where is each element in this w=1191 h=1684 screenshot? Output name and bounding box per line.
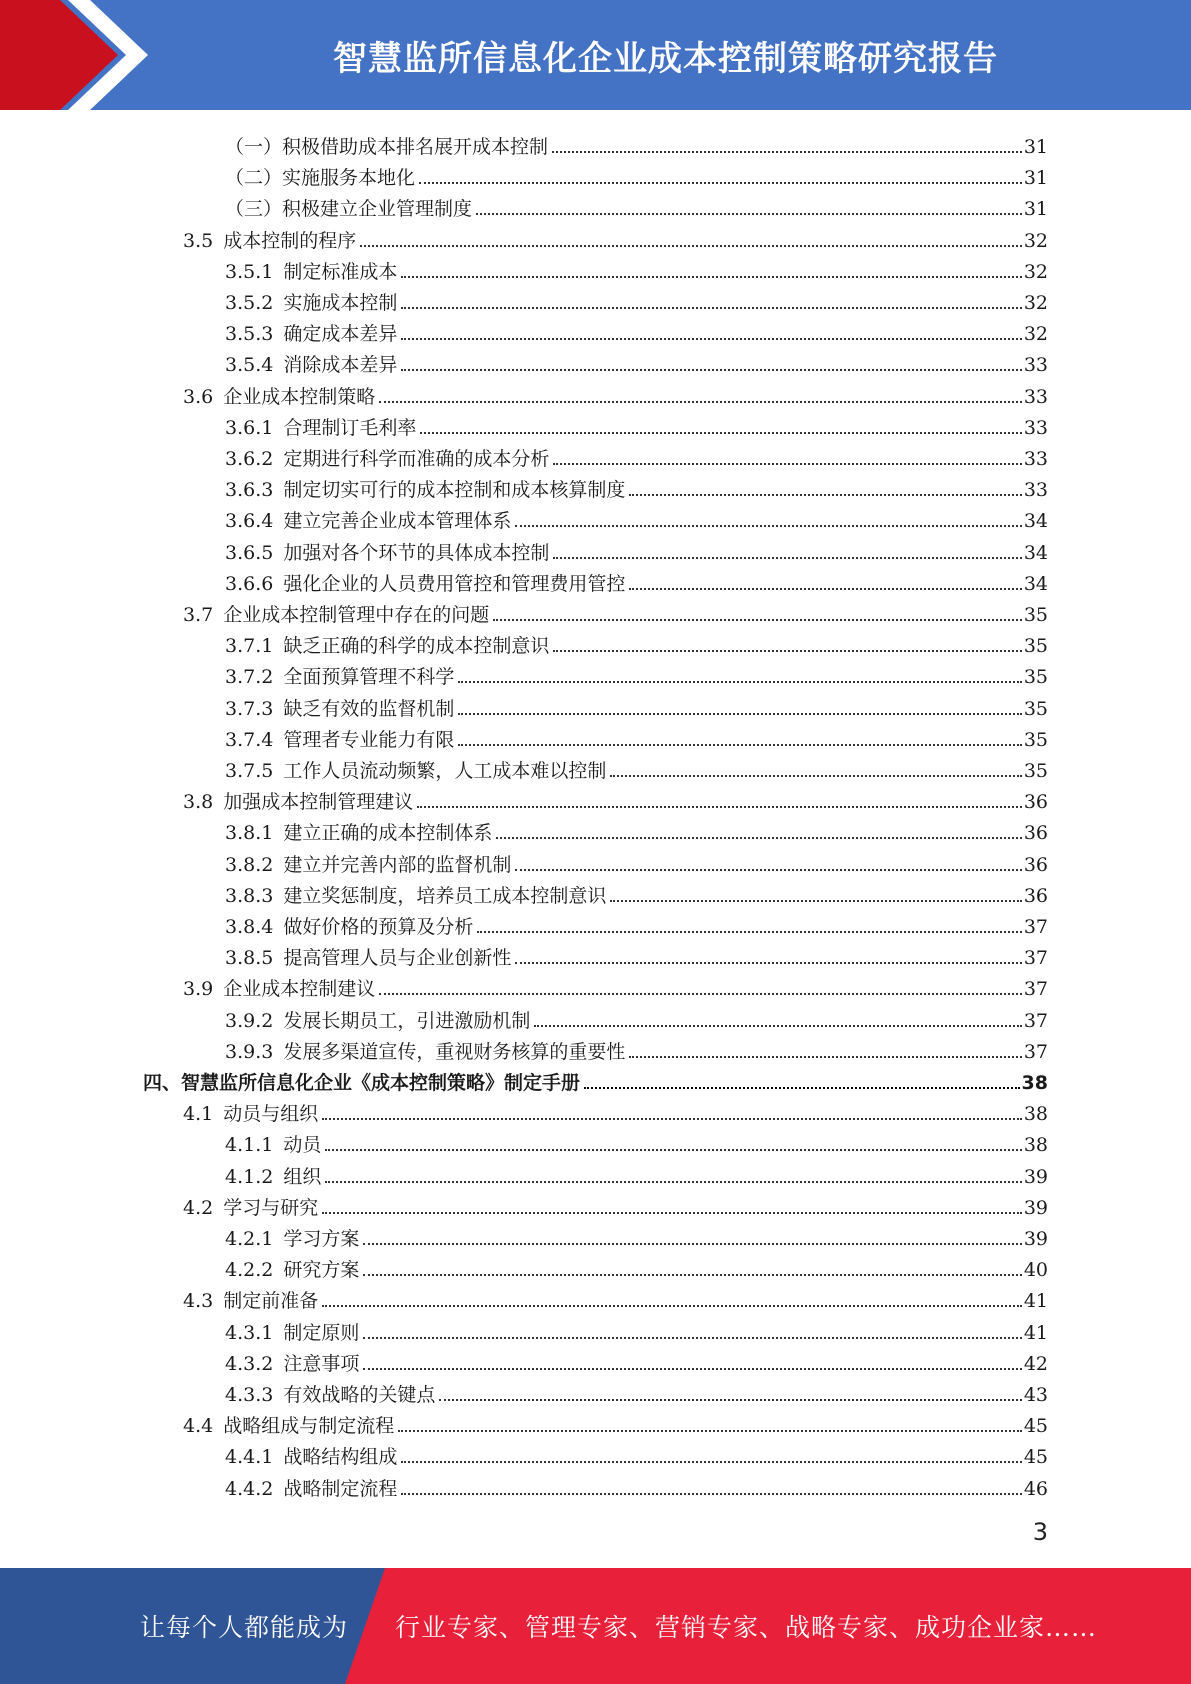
- toc-entry-page: 36: [1023, 884, 1048, 907]
- toc-entry[interactable]: [225, 690, 1048, 721]
- toc-entry-title: 发展长期员工，引进激励机制: [283, 1009, 531, 1032]
- toc-entry-page: 41: [1023, 1290, 1048, 1313]
- toc-entry-title: 动员: [283, 1134, 322, 1157]
- toc-entry-title: 制定前准备: [223, 1290, 319, 1313]
- toc-entry[interactable]: [225, 1002, 1048, 1033]
- toc-entry-number: 4.2.2: [225, 1259, 274, 1282]
- toc-dot-leader: [401, 307, 1021, 309]
- toc-entry-page: 45: [1023, 1446, 1048, 1469]
- toc-dot-leader: [363, 1337, 1021, 1339]
- toc-entry-number: 3.8: [183, 791, 214, 814]
- toc-entry[interactable]: [183, 378, 1048, 409]
- toc-entry-page: 32: [1023, 292, 1048, 314]
- toc-dot-leader: [477, 931, 1021, 933]
- toc-dot-leader: [553, 557, 1021, 559]
- toc-entry-number: 4.4.1: [225, 1446, 274, 1469]
- toc-entry-number: 3.8.2: [225, 853, 274, 876]
- toc-entry[interactable]: [225, 1126, 1048, 1157]
- toc-entry-title: 做好价格的预算及分析: [283, 916, 474, 938]
- toc-entry-number: 3.7.1: [225, 635, 274, 658]
- toc-entry-title: 四、智慧监所信息化企业《成本控制策略》制定手册: [143, 1072, 581, 1094]
- toc-entry-page: 39: [1023, 1165, 1048, 1188]
- toc-entry-page: 33: [1023, 416, 1048, 439]
- toc-dot-leader: [419, 182, 1022, 184]
- toc-entry-page: 42: [1023, 1352, 1048, 1375]
- toc-entry-title: 提高管理人员与企业创新性: [283, 947, 512, 970]
- toc-entry-title: 缺乏有效的监督机制: [283, 697, 455, 720]
- toc-entry-number: 3.5.3: [225, 323, 274, 346]
- toc-entry-number: 4.2.1: [225, 1228, 274, 1250]
- toc-entry-title: 战略结构组成: [283, 1446, 398, 1469]
- toc-entry-number: 4.3: [183, 1290, 214, 1313]
- toc-entry-page: 31: [1023, 136, 1048, 158]
- toc-dot-leader: [553, 463, 1021, 465]
- toc-entry-page: 40: [1023, 1259, 1048, 1282]
- toc-entry-number: 3.8.5: [225, 947, 274, 970]
- toc-dot-leader: [322, 1305, 1022, 1307]
- toc-entry-title: 全面预算管理不科学: [283, 666, 455, 689]
- toc-entry[interactable]: [183, 783, 1048, 814]
- toc-dot-leader: [360, 245, 1022, 247]
- toc-entry-title: 研究方案: [283, 1259, 360, 1282]
- toc-entry-page: 35: [1023, 760, 1048, 782]
- toc-dot-leader: [363, 1368, 1021, 1370]
- toc-dot-leader: [458, 713, 1021, 715]
- toc-entry-page: 32: [1023, 323, 1048, 346]
- toc-entry-page: 37: [1023, 1040, 1048, 1063]
- toc-entry-page: 33: [1023, 385, 1048, 408]
- toc-entry-title: 企业成本控制建议: [223, 978, 376, 1001]
- toc-dot-leader: [629, 1056, 1021, 1058]
- toc-entry-number: 4.3.2: [225, 1352, 274, 1375]
- toc-entry-page: 37: [1023, 1009, 1048, 1032]
- page-number: 3: [1032, 1518, 1048, 1546]
- toc-entry-page: 38: [1023, 1134, 1048, 1157]
- toc-entry[interactable]: [225, 159, 1048, 190]
- toc-entry-number: 3.6: [183, 385, 214, 408]
- toc-entry-number: 3.9.3: [225, 1040, 274, 1063]
- toc-dot-leader: [458, 681, 1021, 683]
- page-footer: [0, 1568, 1191, 1684]
- toc-entry-title: 建立并完善内部的监督机制: [283, 853, 512, 876]
- toc-entry-title: 有效战略的关键点: [283, 1384, 436, 1406]
- toc-entry-page: 37: [1023, 947, 1048, 970]
- toc-entry[interactable]: [225, 1314, 1048, 1345]
- toc-entry-number: 3.5.2: [225, 292, 274, 314]
- toc-entry-title: （二）实施服务本地化: [225, 167, 416, 190]
- toc-dot-leader: [322, 1118, 1022, 1120]
- toc-entry-number: 3.9: [183, 978, 214, 1001]
- toc-dot-leader: [401, 1493, 1021, 1495]
- toc-dot-leader: [496, 837, 1021, 839]
- toc-entry-title: 合理制订毛利率: [283, 416, 417, 439]
- toc-dot-leader: [534, 1025, 1021, 1027]
- toc-entry-page: 46: [1023, 1477, 1048, 1500]
- toc-entry-page: 34: [1023, 572, 1048, 595]
- toc-entry-number: 3.5.4: [225, 354, 274, 377]
- toc-entry-title: 学习与研究: [223, 1196, 319, 1219]
- toc-entry-number: 3.7.3: [225, 697, 274, 720]
- toc-entry-title: 战略制定流程: [283, 1477, 398, 1500]
- toc-entry-number: 4.4.2: [225, 1477, 274, 1500]
- toc-entry[interactable]: [225, 346, 1048, 377]
- toc-dot-leader: [476, 213, 1022, 215]
- toc-dot-leader: [629, 494, 1021, 496]
- toc-entry-title: 工作人员流动频繁，人工成本难以控制: [283, 760, 607, 782]
- toc-entry-title: 制定切实可行的成本控制和成本核算制度: [283, 479, 626, 502]
- toc-dot-leader: [493, 619, 1022, 621]
- toc-entry-title: 制定原则: [283, 1321, 360, 1344]
- toc-entry-title: 管理者专业能力有限: [283, 728, 455, 751]
- toc-entry-number: 3.6.3: [225, 479, 274, 502]
- toc-entry-page: 36: [1023, 791, 1048, 814]
- toc-entry-page: 35: [1023, 728, 1048, 751]
- toc-entry[interactable]: [225, 409, 1048, 440]
- toc-entry-page: 45: [1023, 1415, 1048, 1438]
- toc-entry[interactable]: [225, 253, 1048, 284]
- toc-entry[interactable]: [143, 1064, 1048, 1095]
- toc-entry[interactable]: [225, 440, 1048, 471]
- toc-entry-number: 4.1.1: [225, 1134, 274, 1157]
- toc-entry-number: 4.3.1: [225, 1321, 274, 1344]
- toc-entry-page: 37: [1023, 978, 1048, 1001]
- toc-entry[interactable]: [225, 315, 1048, 346]
- toc-entry-page: 31: [1023, 198, 1048, 221]
- toc-entry-title: 战略组成与制定流程: [223, 1415, 395, 1438]
- toc-entry[interactable]: [225, 846, 1048, 877]
- toc-entry-page: 31: [1023, 167, 1048, 190]
- toc-dot-leader: [401, 369, 1021, 371]
- footer-slogan-left: 让每个人都能成为: [140, 1613, 349, 1642]
- toc-dot-leader: [584, 1087, 1020, 1089]
- toc-entry-page: 39: [1023, 1228, 1048, 1250]
- toc-entry[interactable]: [225, 190, 1048, 221]
- document-title: 智慧监所信息化企业成本控制策略研究报告: [333, 38, 998, 79]
- toc-entry-page: 35: [1023, 604, 1048, 626]
- toc-entry-number: 4.1: [183, 1103, 214, 1126]
- toc-entry[interactable]: [183, 1189, 1048, 1220]
- toc-entry[interactable]: [225, 502, 1048, 533]
- toc-entry-page: 35: [1023, 635, 1048, 658]
- toc-entry-title: 组织: [283, 1165, 322, 1188]
- toc-entry[interactable]: [183, 596, 1048, 627]
- toc-entry-page: 34: [1023, 510, 1048, 533]
- toc-entry[interactable]: [183, 1282, 1048, 1313]
- toc-entry-number: 3.5: [183, 229, 214, 252]
- toc-entry-page: 41: [1023, 1321, 1048, 1344]
- toc-entry-title: 企业成本控制管理中存在的问题: [223, 604, 490, 626]
- toc-entry-page: 36: [1023, 853, 1048, 876]
- toc-entry-number: 3.8.1: [225, 822, 274, 845]
- toc-entry-number: 3.6.2: [225, 448, 274, 470]
- toc-dot-leader: [420, 432, 1021, 434]
- toc-entry-page: 34: [1023, 541, 1048, 564]
- toc-dot-leader: [515, 869, 1021, 871]
- toc-dot-leader: [401, 338, 1021, 340]
- toc-dot-leader: [379, 993, 1022, 995]
- toc-dot-leader: [515, 962, 1021, 964]
- toc-entry-title: 建立正确的成本控制体系: [283, 822, 493, 845]
- toc-dot-leader: [363, 1243, 1021, 1245]
- toc-entry-number: 3.6.5: [225, 541, 274, 564]
- toc-entry-title: 注意事项: [283, 1352, 360, 1375]
- toc-entry-page: 33: [1023, 354, 1048, 377]
- toc-dot-leader: [515, 525, 1021, 527]
- toc-entry-title: 动员与组织: [223, 1103, 319, 1126]
- toc-entry-title: 加强对各个环节的具体成本控制: [283, 541, 550, 564]
- footer-slogan-right: 行业专家、管理专家、营销专家、战略专家、成功企业家……: [395, 1613, 1098, 1642]
- toc-entry-page: 32: [1023, 229, 1048, 252]
- toc-dot-leader: [610, 775, 1021, 777]
- toc-entry-page: 37: [1023, 916, 1048, 938]
- toc-entry-title: 成本控制的程序: [223, 229, 357, 252]
- toc-entry-page: 43: [1023, 1384, 1048, 1406]
- toc-dot-leader: [325, 1181, 1021, 1183]
- toc-entry[interactable]: [183, 222, 1048, 253]
- toc-entry[interactable]: [225, 471, 1048, 502]
- toc-entry[interactable]: [225, 1345, 1048, 1376]
- toc-entry-number: 4.1.2: [225, 1165, 274, 1188]
- toc-entry[interactable]: [225, 814, 1048, 845]
- toc-entry[interactable]: [183, 1407, 1048, 1438]
- toc-entry[interactable]: [225, 627, 1048, 658]
- toc-entry-number: 3.7.2: [225, 666, 274, 689]
- toc-dot-leader: [439, 1399, 1021, 1401]
- toc-entry[interactable]: [225, 1158, 1048, 1189]
- toc-entry-title: 缺乏正确的科学的成本控制意识: [283, 635, 550, 658]
- toc-entry[interactable]: [225, 1470, 1048, 1501]
- toc-dot-leader: [363, 1274, 1021, 1276]
- toc-entry-title: 实施成本控制: [283, 292, 398, 314]
- toc-entry-number: 3.7.4: [225, 728, 274, 751]
- toc-entry-number: 3.5.1: [225, 260, 274, 283]
- toc-entry-title: 消除成本差异: [283, 354, 398, 377]
- toc-entry-title: 确定成本差异: [283, 323, 398, 346]
- toc-entry-page: 38: [1023, 1103, 1048, 1126]
- toc-entry-page: 38: [1021, 1072, 1048, 1094]
- toc-entry-number: 3.7: [183, 604, 214, 626]
- toc-entry-number: 3.8.4: [225, 916, 274, 938]
- toc-entry-number: 4.4: [183, 1415, 214, 1438]
- toc-entry-title: 定期进行科学而准确的成本分析: [283, 448, 550, 470]
- toc-entry[interactable]: [225, 284, 1048, 315]
- toc-entry-number: 3.6.6: [225, 572, 274, 595]
- toc-entry[interactable]: [225, 1033, 1048, 1064]
- toc-entry-page: 32: [1023, 260, 1048, 283]
- toc-dot-leader: [401, 276, 1021, 278]
- toc-dot-leader: [417, 806, 1022, 808]
- toc-entry[interactable]: [225, 1376, 1048, 1407]
- toc-entry[interactable]: [225, 877, 1048, 908]
- toc-dot-leader: [401, 1461, 1021, 1463]
- toc-entry[interactable]: [183, 1095, 1048, 1126]
- toc-entry-page: 33: [1023, 479, 1048, 502]
- toc-entry[interactable]: [225, 752, 1048, 783]
- toc-entry[interactable]: [225, 939, 1048, 970]
- toc-entry-number: 3.9.2: [225, 1009, 274, 1032]
- toc-entry-page: 36: [1023, 822, 1048, 845]
- toc-entry-title: 企业成本控制策略: [223, 385, 376, 408]
- toc-dot-leader: [379, 401, 1022, 403]
- toc-dot-leader: [553, 650, 1021, 652]
- toc-entry-page: 35: [1023, 697, 1048, 720]
- toc-dot-leader: [398, 1430, 1022, 1432]
- toc-entry[interactable]: [225, 658, 1048, 689]
- toc-entry-title: 加强成本控制管理建议: [223, 791, 414, 814]
- toc-entry[interactable]: [225, 128, 1048, 159]
- toc-entry-page: 35: [1023, 666, 1048, 689]
- toc-dot-leader: [610, 900, 1021, 902]
- toc-entry-title: 强化企业的人员费用管控和管理费用管控: [283, 572, 626, 595]
- toc-entry-number: 4.2: [183, 1196, 214, 1219]
- toc-entry-number: 3.8.3: [225, 884, 274, 907]
- toc-entry[interactable]: [225, 908, 1048, 939]
- toc-entry-number: 3.6.1: [225, 416, 274, 439]
- toc-dot-leader: [629, 588, 1021, 590]
- toc-dot-leader: [325, 1149, 1021, 1151]
- toc-entry-title: 制定标准成本: [283, 260, 398, 283]
- toc-dot-leader: [552, 151, 1022, 153]
- toc-entry[interactable]: [225, 565, 1048, 596]
- toc-entry-number: 3.7.5: [225, 760, 274, 782]
- toc-entry-page: 39: [1023, 1196, 1048, 1219]
- toc-entry[interactable]: [225, 1251, 1048, 1282]
- toc-entry-number: 4.3.3: [225, 1384, 274, 1406]
- toc-entry-title: 建立完善企业成本管理体系: [283, 510, 512, 533]
- toc-entry[interactable]: [183, 970, 1048, 1001]
- chevron-arrow-icon: [0, 0, 160, 110]
- toc-entry-title: 发展多渠道宣传，重视财务核算的重要性: [283, 1040, 626, 1063]
- toc-entry-title: （一）积极借助成本排名展开成本控制: [225, 136, 549, 158]
- toc-entry[interactable]: [225, 1220, 1048, 1251]
- toc-entry-number: 3.6.4: [225, 510, 274, 533]
- toc-entry-title: 学习方案: [283, 1228, 360, 1250]
- toc-entry[interactable]: [225, 721, 1048, 752]
- toc-entry-page: 33: [1023, 448, 1048, 470]
- toc-entry-title: 建立奖惩制度，培养员工成本控制意识: [283, 884, 607, 907]
- toc-entry-title: （三）积极建立企业管理制度: [225, 198, 473, 221]
- toc-dot-leader: [458, 744, 1021, 746]
- toc-dot-leader: [322, 1212, 1022, 1214]
- page-header: [0, 0, 1191, 110]
- toc-entry[interactable]: [225, 1438, 1048, 1469]
- toc-entry[interactable]: [225, 534, 1048, 565]
